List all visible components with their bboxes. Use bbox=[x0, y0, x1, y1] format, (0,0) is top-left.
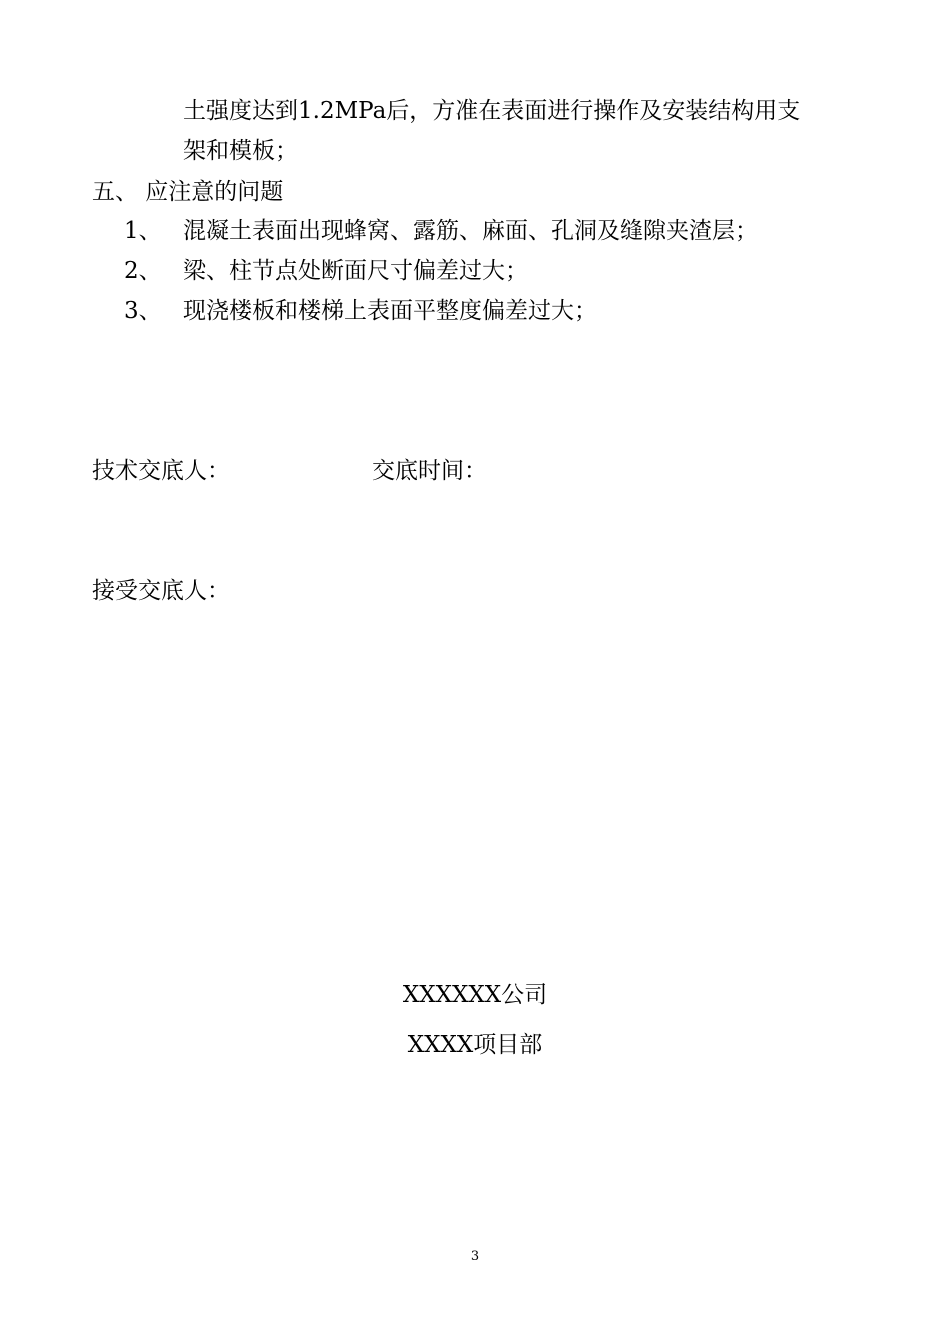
company-name: XXXXXX公司 bbox=[402, 982, 548, 1008]
list-item-text: 混凝土表面出现蜂窝、露筋、麻面、孔洞及缝隙夹渣层； bbox=[183, 218, 758, 244]
section-heading: 五、 应注意的问题 bbox=[92, 179, 284, 205]
project-department: XXXX项目部 bbox=[407, 1032, 543, 1058]
continuation-line-1: 土强度达到1.2MPa后，方准在表面进行操作及安装结构用支 bbox=[183, 98, 801, 124]
list-item-number: 1、 bbox=[124, 218, 162, 244]
list-item-number: 2、 bbox=[124, 258, 162, 284]
list-item-text: 现浇楼板和楼梯上表面平整度偏差过大； bbox=[183, 298, 597, 324]
receiver-label: 接受交底人： bbox=[92, 578, 230, 604]
continuation-line-2: 架和模板； bbox=[183, 138, 298, 164]
list-item-text: 梁、柱节点处断面尺寸偏差过大； bbox=[183, 258, 528, 284]
tech-discloser-label: 技术交底人： bbox=[92, 458, 230, 484]
list-item-number: 3、 bbox=[124, 298, 162, 324]
page-number: 3 bbox=[470, 1249, 480, 1264]
disclosure-time-label: 交底时间： bbox=[372, 458, 487, 484]
